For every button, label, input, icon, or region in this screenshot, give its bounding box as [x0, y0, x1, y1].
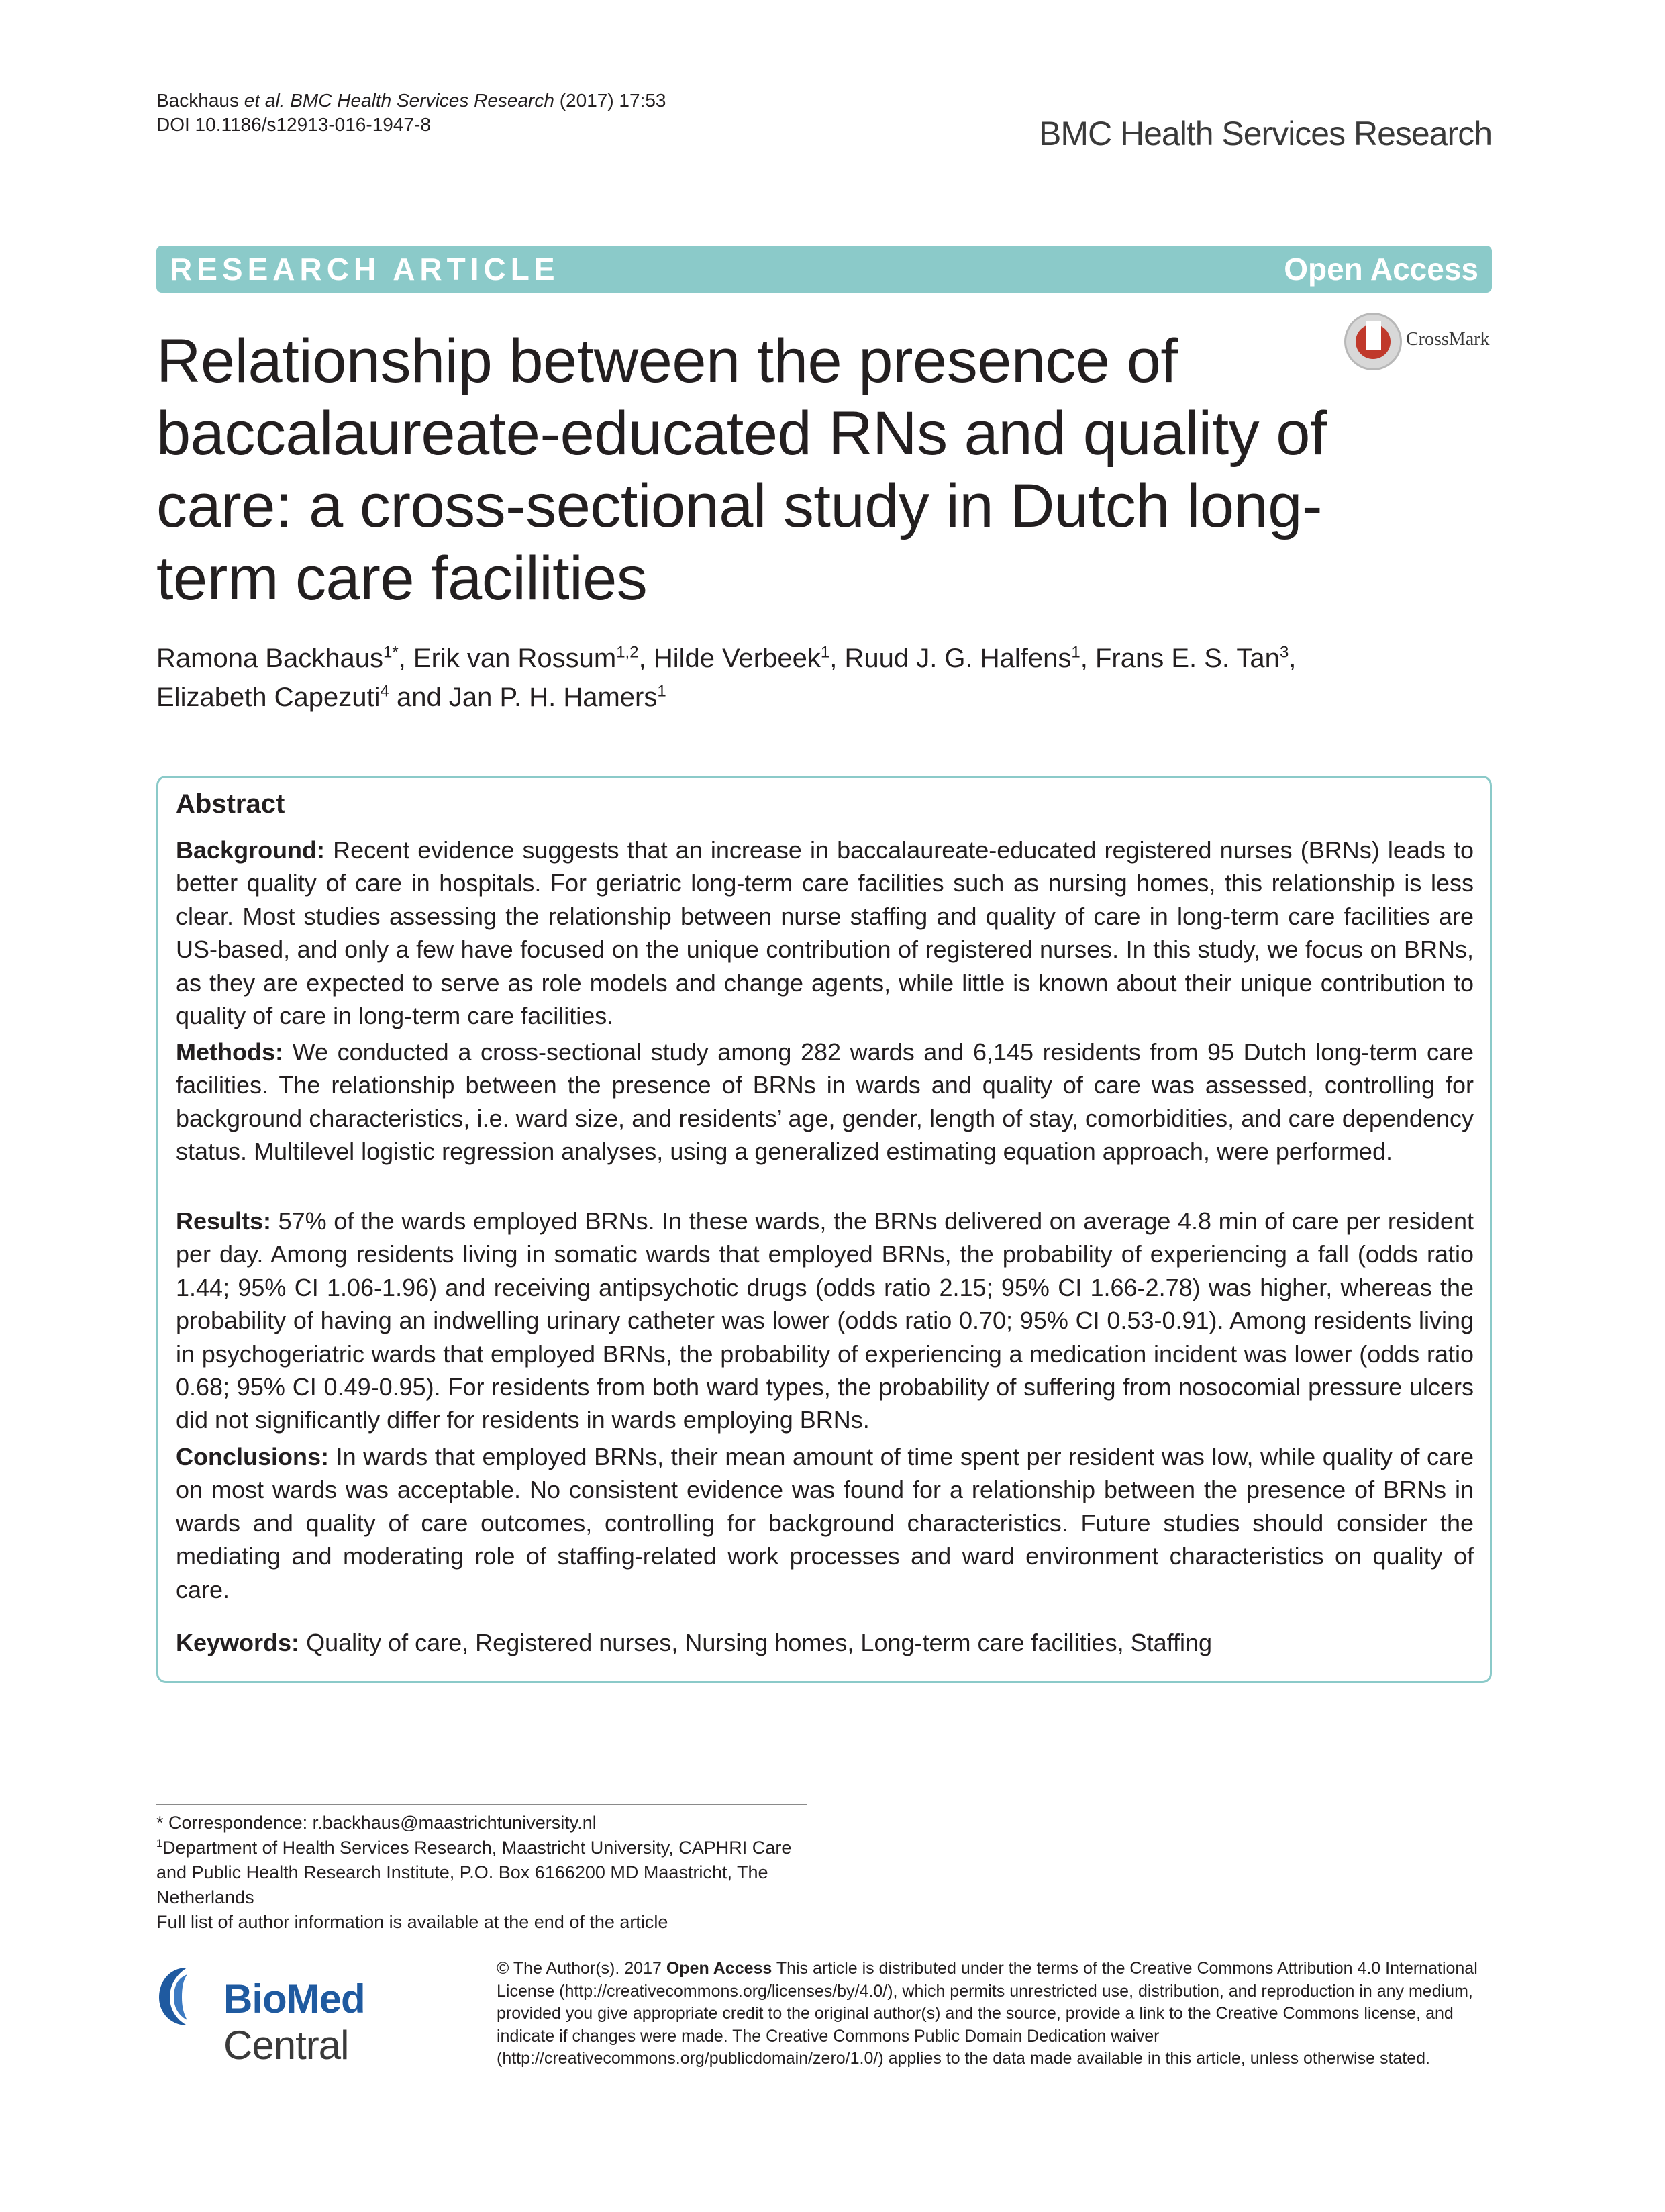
author-name: Hilde Verbeek: [653, 644, 821, 673]
biomed-central-swoosh-icon: [156, 1964, 218, 2028]
abstract-conclusions: [176, 1440, 1474, 1606]
author-name: Ruud J. G. Halfens: [844, 644, 1072, 673]
abstract-methods: [176, 1036, 1474, 1168]
crossmark-icon: [1344, 313, 1402, 370]
author-name: Frans E. S. Tan: [1095, 644, 1280, 673]
author-affiliation-sup: 1: [1071, 643, 1080, 662]
article-type-label: RESEARCH ARTICLE: [170, 252, 560, 287]
author-list: Ramona Backhaus$^{1*}$, Erik van Rossum$^{1,2}$, Hilde Verbeek$^1$, Ruud J. G. Halfens$^1$, Frans E. S. Tan$^3$, Elizabeth Capezuti$^4$ and Jan P. H. Hamers$^1$: [156, 643, 1297, 712]
results-text: 57% of the wards employed BRNs. In these wards, the BRNs delivered on average 4.8 min of care per resident per day. Among residents living in somatic wards that employed BRNs, the probability of experiencing a fall (odds ratio 1.44; 95% CI 1.06-1.96) and receiving antipsychotic drugs (odds ratio 2.15; 95% CI 1.66-2.78) was higher, whereas the probability of having an indwelling urinary catheter was lower (odds ratio 0.70; 95% CI 0.53-0.91). Among residents living in psychogeriatric wards that employed BRNs, the probability of experiencing a medication incident was lower (odds ratio 0.68; 95% CI 0.49-0.95). For residents from both ward types, the probability of suffering from nosocomial pressure ulcers did not significantly differ for residents in wards employing BRNs.: [176, 1207, 1474, 1434]
citation-journal: BMC Health Services Research: [290, 90, 554, 111]
author-affiliation-sup: 1: [657, 682, 666, 701]
citation-et-al: et al.: [244, 90, 285, 111]
citation-year-volume: (2017) 17:53: [559, 90, 666, 111]
methods-label: Methods:: [176, 1038, 283, 1066]
article-title: Relationship between the presence of baccalaureate-educated RNs and quality of care: a cross-sectional study in Dutch long-term care facilities: [156, 327, 1327, 613]
logo-central: Central: [223, 2023, 349, 2068]
affiliation-text: Department of Health Services Research, Maastricht University, CAPHRI Care and Public Health Research Institute, P.O. Box 6166200 MD Maastricht, The Netherlands: [156, 1838, 792, 1907]
author-affiliation-sup: 1,2: [616, 643, 639, 662]
doi[interactable]: DOI 10.1186/s12913-016-1947-8: [156, 114, 431, 135]
author-affiliation-sup: 1: [820, 643, 830, 662]
logo-bio: BioMed: [223, 1976, 365, 2021]
citation-block: [156, 89, 666, 137]
open-access-label: Open Access: [1284, 252, 1478, 287]
keywords-text: Quality of care, Registered nurses, Nursing homes, Long-term care facilities, Staffing: [306, 1629, 1213, 1656]
biomed-central-wordmark: [223, 1976, 478, 2068]
abstract-background: [176, 834, 1474, 1032]
footnotes: [156, 1811, 814, 1935]
abstract-keywords: [176, 1626, 1474, 1659]
conclusions-text: In wards that employed BRNs, their mean amount of time spent per resident was low, while quality of care on most wards was acceptable. No consistent evidence was found for a relationship between the presence of BRNs in wards and quality of care outcomes, controlling for background characteristics. Future studies should consider the mediating and moderating role of staffing-related work processes and ward environment characteristics on quality of care.: [176, 1443, 1474, 1603]
author-affiliation-sup: 1*: [383, 643, 399, 662]
author-affiliation-sup: 3: [1279, 643, 1289, 662]
biomed-central-logo: [156, 1964, 478, 2068]
more-author-info: Full list of author information is available at the end of the article: [156, 1912, 668, 1932]
citation-line: [156, 89, 666, 113]
affiliation: [156, 1836, 814, 1910]
methods-text: We conducted a cross-sectional study among 282 wards and 6,145 residents from 95 Dutch long-term care facilities. The relationship between the presence of BRNs in wards and quality of care was assessed, controlling for background characteristics, i.e. ward size, and residents’ age, gender, length of stay, comorbidities, and care dependency status. Multilevel logistic regression analyses, using a generalized estimating equation approach, were performed.: [176, 1038, 1474, 1166]
article-type-banner: [156, 246, 1492, 293]
background-label: Background:: [176, 836, 325, 864]
abstract-heading: Abstract: [176, 789, 285, 819]
author-name: Ramona Backhaus: [156, 644, 383, 673]
affiliation-sup: 1: [156, 1838, 163, 1850]
correspondence[interactable]: * Correspondence: r.backhaus@maastrichtuniversity.nl: [156, 1813, 597, 1833]
results-label: Results:: [176, 1207, 272, 1235]
background-text: Recent evidence suggests that an increase in baccalaureate-educated registered nurses (BRNs) leads to better quality of care in hospitals. For geriatric long-term care facilities such as nursing homes, this relationship is less clear. Most studies assessing the relationship between nurse staffing and quality of care in long-term care facilities are US-based, and only a few have focused on the unique contribution of registered nurses. In this study, we focus on BRNs, as they are expected to serve as role models and change agents, while little is known about their unique contribution to quality of care in long-term care facilities.: [176, 836, 1474, 1030]
license-text: [497, 1958, 1497, 2070]
citation-authors: Backhaus: [156, 90, 239, 111]
crossmark-badge[interactable]: [1344, 313, 1499, 373]
keywords-label: Keywords:: [176, 1629, 300, 1656]
crossmark-label: CrossMark: [1406, 329, 1490, 350]
footnote-divider: [156, 1804, 807, 1805]
author-name: Jan P. H. Hamers: [448, 683, 658, 712]
author-name: Elizabeth Capezuti: [156, 683, 381, 712]
author-affiliation-sup: 4: [380, 682, 389, 701]
copyright: © The Author(s). 2017: [497, 1959, 662, 1978]
author-name: Erik van Rossum: [413, 644, 617, 673]
journal-name: BMC Health Services Research: [1038, 115, 1492, 152]
license-body: This article is distributed under the terms of the Creative Commons Attribution 4.0 International License (http://creativecommons.org/licenses/by/4.0/), which permits unrestricted use, distribution, and reproduction in any medium, provided you give appropriate credit to the original author(s) and the source, provide a link to the Creative Commons license, and indicate if changes were made. The Creative Commons Public Domain Dedication waiver (http://creativecommons.org/publicdomain/zero/1.0/) applies to the data made available in this article, unless otherwise stated.: [497, 1959, 1478, 2068]
conclusions-label: Conclusions:: [176, 1443, 330, 1470]
license-open-access: Open Access: [666, 1959, 772, 1978]
abstract-results: [176, 1205, 1474, 1437]
